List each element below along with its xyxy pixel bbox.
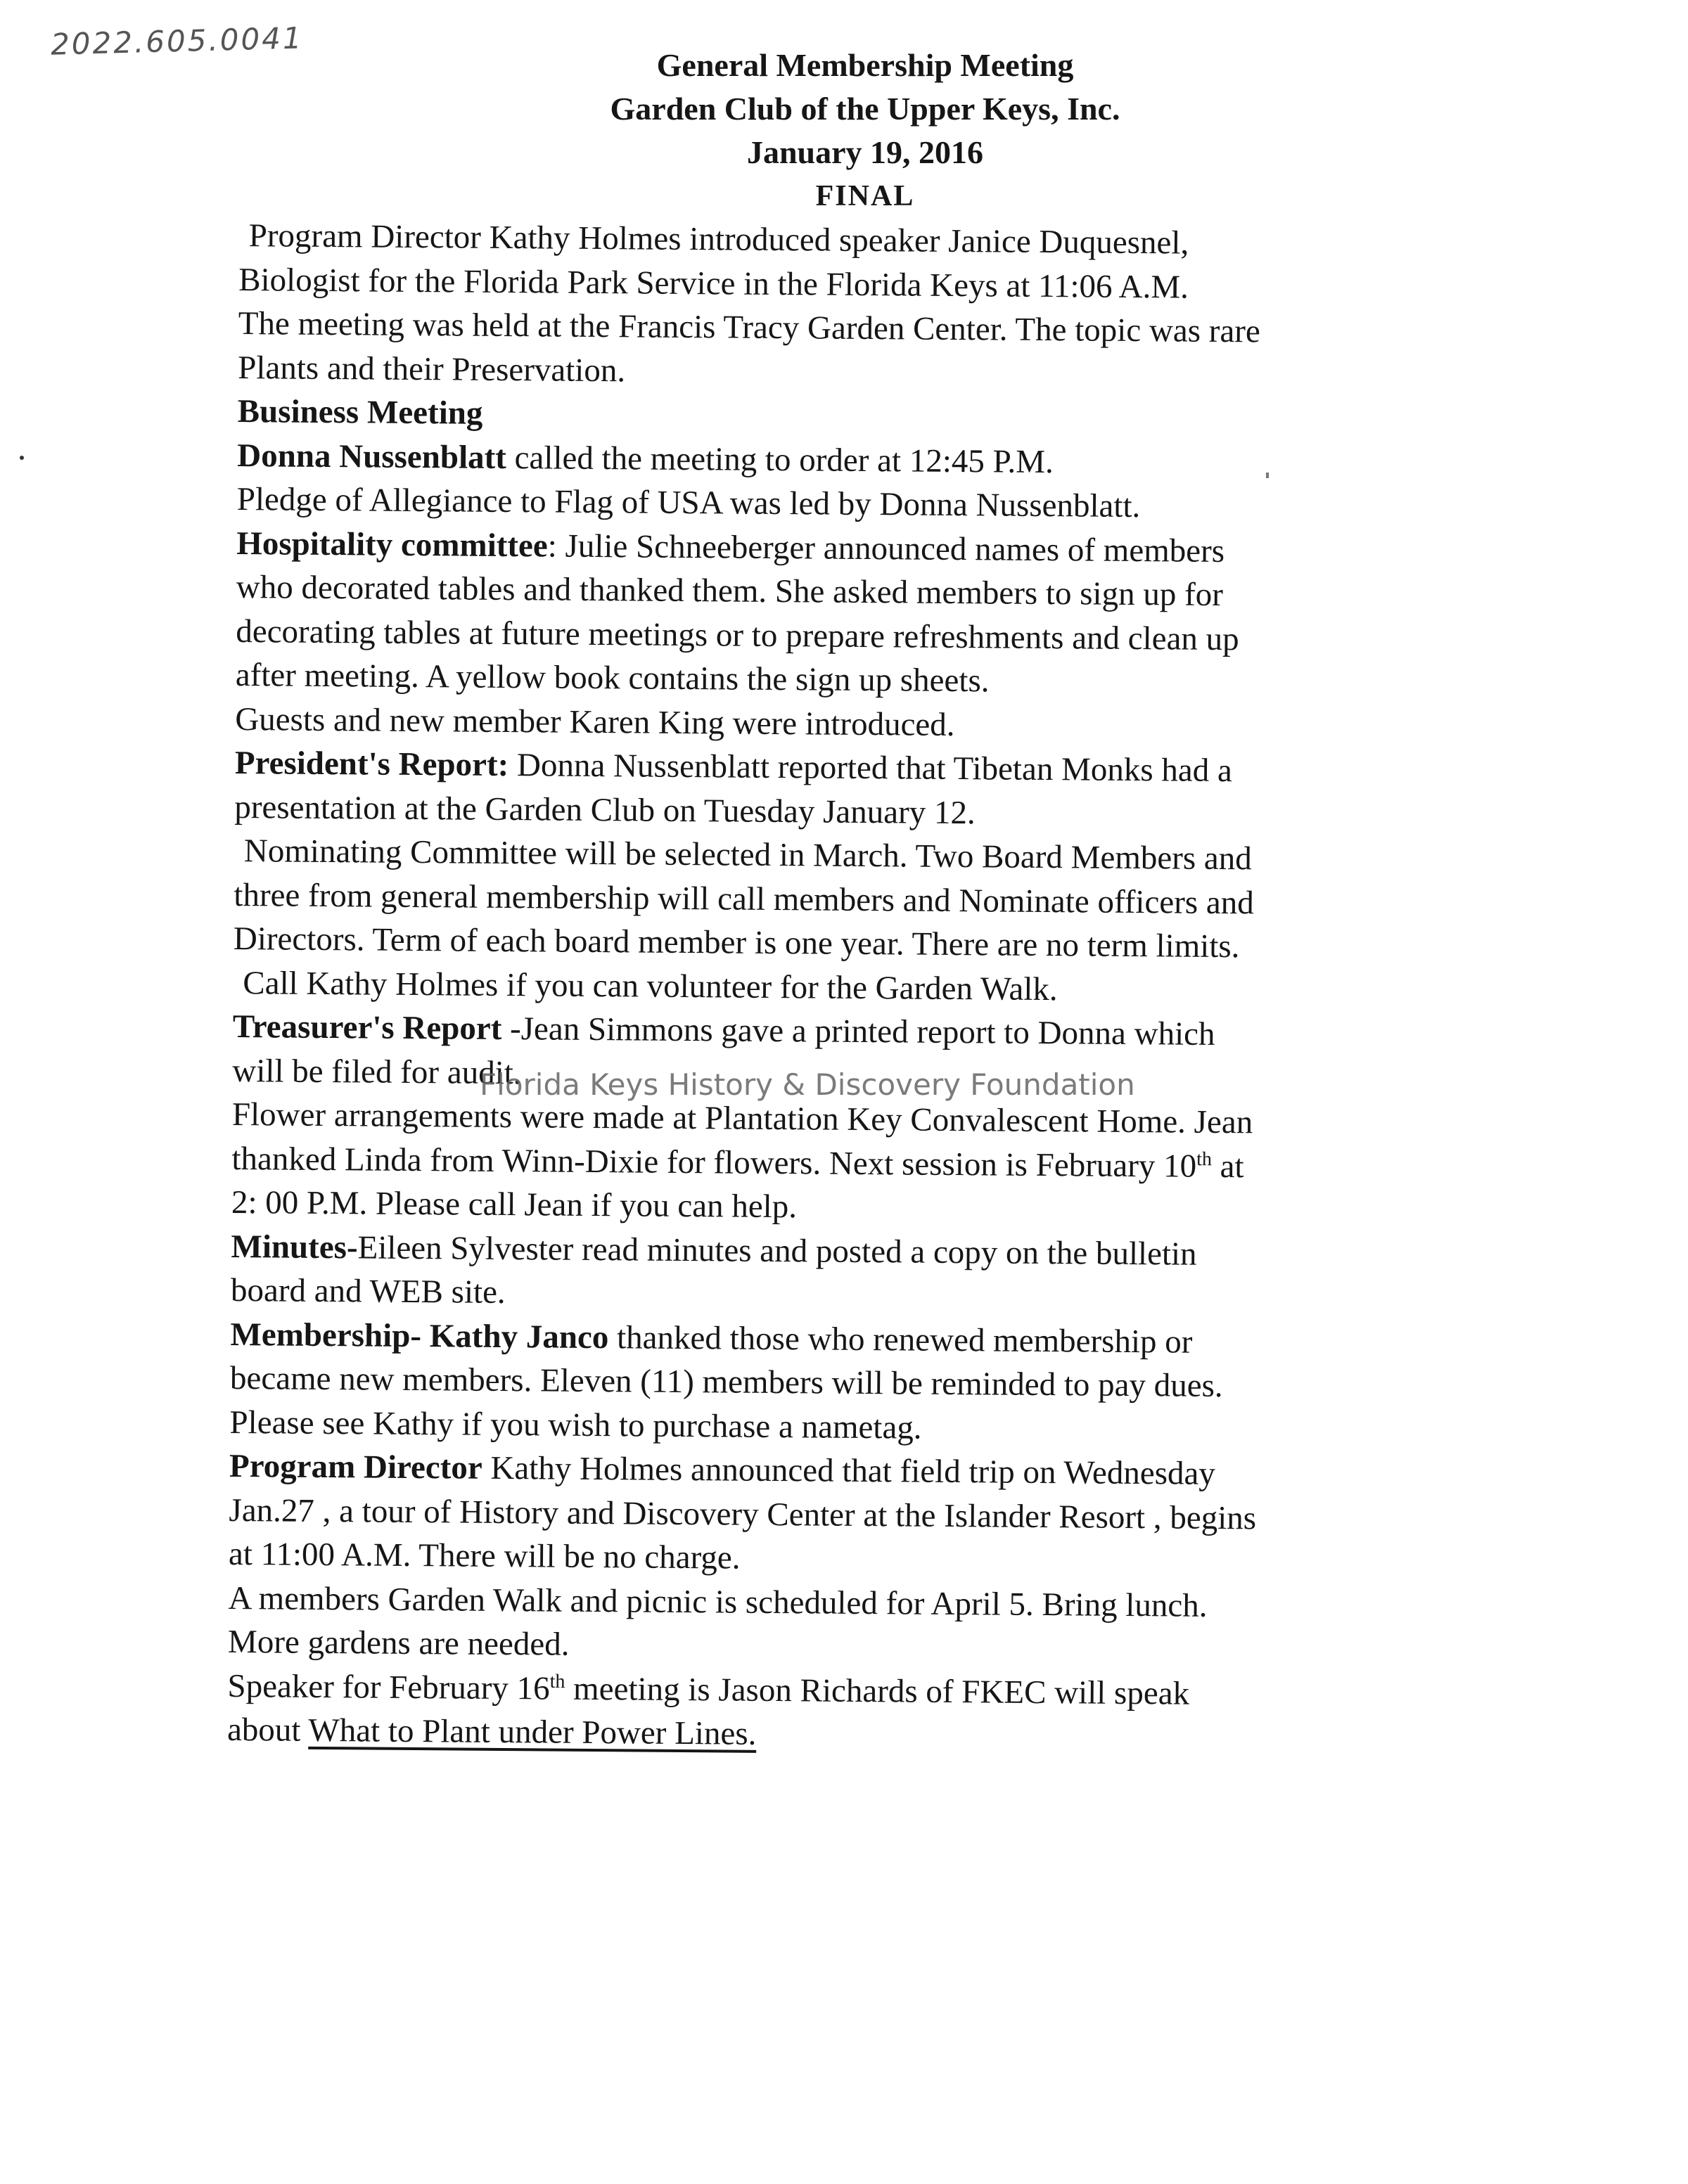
text-line: Call Kathy Holmes if you can volunteer for the Garden Walk. (243, 964, 1058, 1008)
text-line: Program Director Kathy Holmes announced that field trip on Wednesday (229, 1447, 1216, 1492)
document-status: FINAL (815, 180, 915, 212)
section-heading: President's Report: (234, 744, 509, 784)
text-line: The meeting was held at the Francis Tracy Garden Center. The topic was rare (238, 304, 1261, 350)
accession-number: 2022.605.0041 (50, 20, 305, 62)
text-line: President's Report: Donna Nussenblatt reported that Tibetan Monks had a (234, 744, 1233, 790)
text-line: Membership- Kathy Janco thanked those who renewed membership or (230, 1316, 1193, 1361)
section-heading: Membership- Kathy Janco (230, 1316, 609, 1356)
organization-name: Garden Club of the Upper Keys, Inc. (610, 91, 1120, 127)
section-heading: Program Director (229, 1447, 482, 1486)
text-line: will be filed for audit. (232, 1052, 522, 1091)
text-line: Nominating Committee will be selected in March. Two Board Members and (243, 833, 1252, 878)
section-heading: Treasurer's Report (232, 1008, 502, 1047)
text-line: who decorated tables and thanked them. She asked members to sign up for (236, 568, 1224, 614)
text-line: thanked Linda from Winn-Dixie for flowers. Next session is February 10th at (231, 1140, 1244, 1185)
text-line: Speaker for February 16th meeting is Jason Richards of FKEC will speak (227, 1667, 1190, 1712)
text-line: Flower arrangements were made at Plantation Key Convalescent Home. Jean (231, 1096, 1253, 1141)
document-header (492, 44, 1238, 218)
section-heading: Minutes- (231, 1228, 358, 1266)
text-line: Donna Nussenblatt called the meeting to order at 12:45 P.M. (237, 437, 1054, 480)
presiding-officer: Donna Nussenblatt (237, 437, 507, 476)
watermark: Florida Keys History & Discovery Foundation (480, 1067, 1135, 1102)
text-line: Guests and new member Karen King were introduced. (235, 700, 955, 743)
text-line: became new members. Eleven (11) members will be reminded to pay dues. (229, 1359, 1223, 1405)
text-line: at 11:00 A.M. There will be no charge. (228, 1535, 741, 1576)
text-line: decorating tables at future meetings or to prepare refreshments and clean up (236, 612, 1239, 657)
text-line: Jan.27 , a tour of History and Discovery Center at the Islander Resort , begins (229, 1491, 1257, 1536)
section-heading: Hospitality committee (236, 525, 548, 564)
speaker-topic: What to Plant under Power Lines. (308, 1711, 757, 1752)
text-line: Hospitality committee: Julie Schneeberger announced names of members (236, 525, 1225, 570)
text-line: presentation at the Garden Club on Tuesday January 12. (234, 788, 976, 831)
minutes-body (227, 214, 1470, 1761)
text-line: Biologist for the Florida Park Service in the Florida Keys at 11:06 A.M. (238, 261, 1189, 306)
text-line: three from general membership will call members and Nominate officers and (234, 876, 1254, 921)
text-line: Pledge of Allegiance to Flag of USA was led by Donna Nussenblatt. (236, 480, 1141, 525)
meeting-date: January 19, 2016 (746, 134, 984, 170)
text-line: board and WEB site. (230, 1271, 506, 1311)
text-line: about What to Plant under Power Lines. (226, 1711, 757, 1752)
section-heading: Business Meeting (237, 392, 483, 432)
text-line: Treasurer's Report -Jean Simmons gave a printed report to Donna which (232, 1008, 1215, 1053)
text-line: Plants and their Preservation. (238, 349, 626, 389)
text-line: after meeting. A yellow book contains the sign up sheets. (235, 656, 990, 700)
text-line: Minutes-Eileen Sylvester read minutes and posted a copy on the bulletin (231, 1228, 1197, 1273)
scan-artifact (20, 456, 24, 460)
text-line: 2: 00 P.M. Please call Jean if you can help. (231, 1183, 798, 1226)
text-line: Program Director Kathy Holmes introduced speaker Janice Duquesnel, (248, 217, 1189, 262)
text-line: A members Garden Walk and picnic is scheduled for April 5. Bring lunch. (228, 1579, 1208, 1624)
text-line: Directors. Term of each board member is one year. There are no term limits. (233, 920, 1240, 965)
text-line: Please see Kathy if you wish to purchase a nametag. (229, 1403, 922, 1446)
meeting-title: General Membership Meeting (656, 47, 1074, 83)
text-line: More gardens are needed. (227, 1623, 570, 1663)
